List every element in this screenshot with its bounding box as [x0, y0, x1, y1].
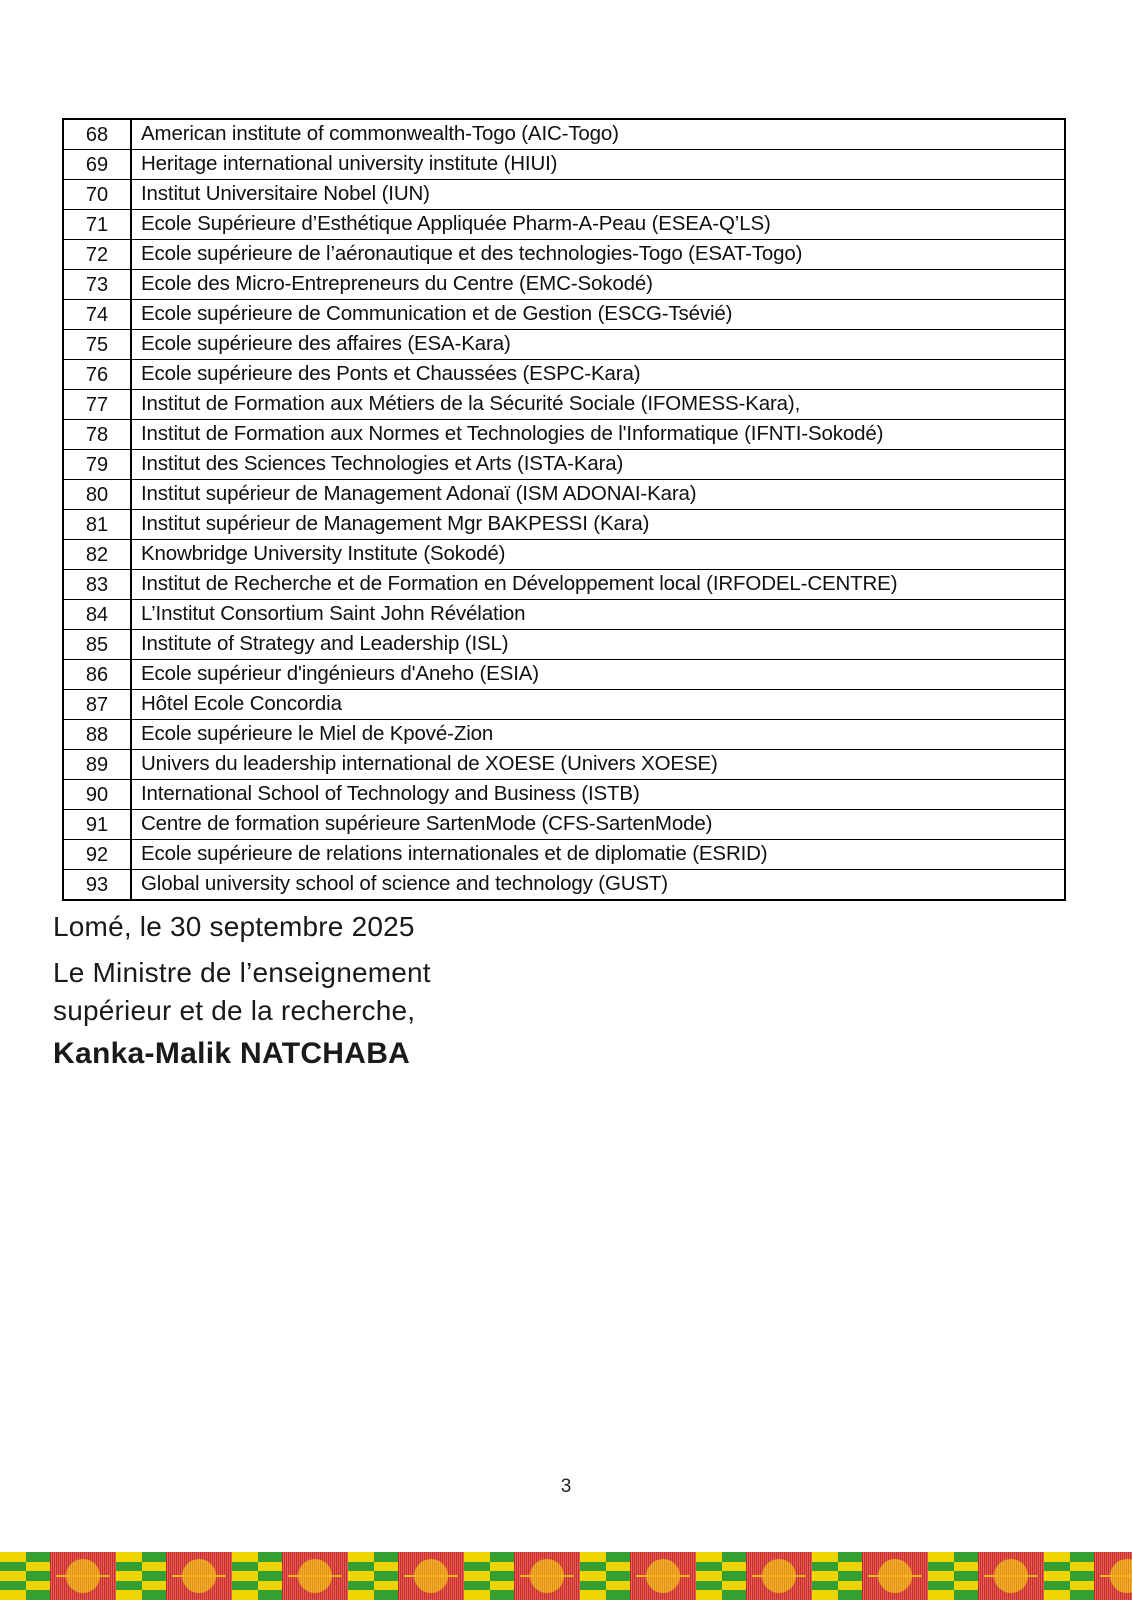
row-number: 72 — [63, 240, 131, 270]
kente-band — [928, 1590, 978, 1600]
kente-band-half — [490, 1581, 514, 1591]
row-number: 81 — [63, 510, 131, 540]
kente-band — [348, 1590, 398, 1600]
kente-band-half — [838, 1571, 862, 1581]
row-number: 87 — [63, 690, 131, 720]
kente-band-half — [812, 1562, 838, 1572]
kente-band — [580, 1581, 630, 1591]
kente-band-half — [258, 1562, 282, 1572]
kente-band-half — [812, 1552, 838, 1562]
kente-band — [696, 1590, 746, 1600]
kente-medallion-tile — [630, 1552, 696, 1600]
kente-horizontal-bar — [172, 1575, 226, 1577]
kente-band-half — [232, 1571, 258, 1581]
kente-band-half — [0, 1571, 26, 1581]
kente-horizontal-bar — [752, 1575, 806, 1577]
row-establishment-name: Ecole supérieure de l’aéronautique et des technologies-Togo (ESAT-Togo) — [131, 240, 1065, 270]
kente-band — [0, 1571, 50, 1581]
kente-band-half — [1044, 1562, 1070, 1572]
kente-band — [812, 1590, 862, 1600]
kente-stripe-tile — [116, 1552, 166, 1600]
kente-band — [0, 1552, 50, 1562]
row-establishment-name: Heritage international university institute (HIUI) — [131, 150, 1065, 180]
row-number: 77 — [63, 390, 131, 420]
kente-band-half — [696, 1571, 722, 1581]
row-establishment-name: American institute of commonwealth-Togo (AIC-Togo) — [131, 119, 1065, 150]
row-number: 71 — [63, 210, 131, 240]
kente-band-half — [348, 1562, 374, 1572]
table-row — [63, 720, 1065, 750]
kente-band-half — [812, 1581, 838, 1591]
kente-band — [1044, 1562, 1094, 1572]
kente-band-half — [1070, 1562, 1094, 1572]
kente-band-half — [142, 1590, 166, 1600]
kente-band — [232, 1562, 282, 1572]
kente-band-half — [928, 1552, 954, 1562]
kente-band-half — [374, 1590, 398, 1600]
kente-medallion-tile — [1094, 1552, 1132, 1600]
kente-band — [812, 1581, 862, 1591]
kente-band-half — [1044, 1571, 1070, 1581]
row-establishment-name: Univers du leadership international de XOESE (Univers XOESE) — [131, 750, 1065, 780]
kente-band — [348, 1562, 398, 1572]
row-establishment-name: Knowbridge University Institute (Sokodé) — [131, 540, 1065, 570]
kente-band-half — [954, 1590, 978, 1600]
kente-band-half — [26, 1581, 50, 1591]
kente-band — [812, 1562, 862, 1572]
row-establishment-name: Institute of Strategy and Leadership (ISL) — [131, 630, 1065, 660]
kente-band-half — [142, 1571, 166, 1581]
row-establishment-name: Institut supérieur de Management Mgr BAKPESSI (Kara) — [131, 510, 1065, 540]
kente-band-half — [696, 1552, 722, 1562]
row-number: 79 — [63, 450, 131, 480]
table-row — [63, 390, 1065, 420]
kente-horizontal-bar — [56, 1575, 110, 1577]
table-row — [63, 150, 1065, 180]
kente-horizontal-bar — [868, 1575, 922, 1577]
kente-band — [348, 1581, 398, 1591]
row-number: 91 — [63, 810, 131, 840]
kente-band-half — [348, 1552, 374, 1562]
kente-band-half — [1044, 1581, 1070, 1591]
kente-band-half — [696, 1581, 722, 1591]
row-establishment-name: Ecole supérieure de Communication et de Gestion (ESCG-Tsévié) — [131, 300, 1065, 330]
kente-band-half — [232, 1562, 258, 1572]
signature-place-date: Lomé, le 30 septembre 2025 — [53, 911, 415, 942]
kente-stripe-tile — [0, 1552, 50, 1600]
row-number: 70 — [63, 180, 131, 210]
kente-band-half — [928, 1590, 954, 1600]
kente-band — [928, 1581, 978, 1591]
table-row — [63, 510, 1065, 540]
row-establishment-name: International School of Technology and Business (ISTB) — [131, 780, 1065, 810]
kente-band-half — [580, 1590, 606, 1600]
row-establishment-name: Institut supérieur de Management Adonaï (ISM ADONAI-Kara) — [131, 480, 1065, 510]
kente-band — [1044, 1571, 1094, 1581]
table-row — [63, 540, 1065, 570]
kente-band-half — [348, 1590, 374, 1600]
row-establishment-name: Ecole supérieure le Miel de Kpové-Zion — [131, 720, 1065, 750]
kente-band-half — [116, 1552, 142, 1562]
kente-band-half — [232, 1552, 258, 1562]
kente-band-half — [374, 1552, 398, 1562]
row-establishment-name: Institut de Formation aux Normes et Technologies de l'Informatique (IFNTI-Sokodé) — [131, 420, 1065, 450]
kente-band-half — [812, 1590, 838, 1600]
kente-band-half — [116, 1571, 142, 1581]
kente-band — [0, 1562, 50, 1572]
row-number: 86 — [63, 660, 131, 690]
kente-band — [116, 1552, 166, 1562]
table-row — [63, 690, 1065, 720]
row-establishment-name: Institut de Formation aux Métiers de la Sécurité Sociale (IFOMESS-Kara), — [131, 390, 1065, 420]
establishments-table-container — [62, 118, 1064, 901]
kente-band-half — [812, 1571, 838, 1581]
kente-band-half — [26, 1571, 50, 1581]
table-row — [63, 210, 1065, 240]
kente-band — [116, 1590, 166, 1600]
kente-band-half — [580, 1571, 606, 1581]
kente-band-half — [1070, 1581, 1094, 1591]
kente-band-half — [490, 1562, 514, 1572]
kente-band-half — [0, 1552, 26, 1562]
kente-stripe-tile — [348, 1552, 398, 1600]
kente-medallion-tile — [978, 1552, 1044, 1600]
row-establishment-name: Global university school of science and technology (GUST) — [131, 870, 1065, 901]
kente-band — [348, 1552, 398, 1562]
kente-footer-border — [0, 1552, 1132, 1600]
table-row — [63, 420, 1065, 450]
kente-band-half — [1070, 1590, 1094, 1600]
kente-band-half — [232, 1590, 258, 1600]
kente-horizontal-bar — [288, 1575, 342, 1577]
kente-band-half — [696, 1590, 722, 1600]
row-number: 73 — [63, 270, 131, 300]
kente-band — [232, 1552, 282, 1562]
kente-band-half — [1070, 1552, 1094, 1562]
row-number: 74 — [63, 300, 131, 330]
kente-medallion-tile — [862, 1552, 928, 1600]
row-number: 85 — [63, 630, 131, 660]
kente-medallion-tile — [398, 1552, 464, 1600]
signature-title-line-1: Le Ministre de l’enseignement — [53, 957, 431, 988]
kente-band-half — [490, 1552, 514, 1562]
kente-band — [232, 1571, 282, 1581]
kente-band-half — [490, 1571, 514, 1581]
kente-band-half — [1044, 1590, 1070, 1600]
row-number: 88 — [63, 720, 131, 750]
kente-band-half — [954, 1562, 978, 1572]
kente-horizontal-bar — [984, 1575, 1038, 1577]
table-row — [63, 330, 1065, 360]
kente-band-half — [0, 1562, 26, 1572]
kente-band — [464, 1581, 514, 1591]
kente-band-half — [580, 1562, 606, 1572]
kente-band-half — [722, 1562, 746, 1572]
kente-band-half — [722, 1552, 746, 1562]
row-number: 82 — [63, 540, 131, 570]
row-number: 75 — [63, 330, 131, 360]
kente-band — [580, 1552, 630, 1562]
table-row — [63, 600, 1065, 630]
kente-band-half — [464, 1590, 490, 1600]
kente-band-half — [464, 1571, 490, 1581]
kente-band — [464, 1590, 514, 1600]
row-establishment-name: Centre de formation supérieure SartenMode (CFS-SartenMode) — [131, 810, 1065, 840]
table-row — [63, 840, 1065, 870]
kente-band-half — [490, 1590, 514, 1600]
row-number: 84 — [63, 600, 131, 630]
kente-band — [464, 1552, 514, 1562]
kente-band-half — [348, 1581, 374, 1591]
kente-band-half — [232, 1581, 258, 1591]
kente-band — [116, 1571, 166, 1581]
kente-band-half — [954, 1552, 978, 1562]
kente-band-half — [928, 1581, 954, 1591]
kente-stripe-tile — [232, 1552, 282, 1600]
kente-band — [232, 1590, 282, 1600]
kente-band — [696, 1562, 746, 1572]
kente-band-half — [928, 1562, 954, 1572]
kente-medallion-tile — [282, 1552, 348, 1600]
kente-band — [1044, 1581, 1094, 1591]
kente-band-half — [1044, 1552, 1070, 1562]
kente-band-half — [464, 1552, 490, 1562]
kente-band — [812, 1571, 862, 1581]
kente-band — [696, 1552, 746, 1562]
kente-medallion-tile — [166, 1552, 232, 1600]
kente-band — [116, 1562, 166, 1572]
table-row — [63, 870, 1065, 901]
kente-band-half — [606, 1571, 630, 1581]
row-number: 68 — [63, 119, 131, 150]
kente-stripe-tile — [1044, 1552, 1094, 1600]
kente-band — [928, 1552, 978, 1562]
row-number: 90 — [63, 780, 131, 810]
row-establishment-name: Ecole supérieur d'ingénieurs d'Aneho (ESIA) — [131, 660, 1065, 690]
kente-band — [928, 1562, 978, 1572]
kente-band-half — [580, 1552, 606, 1562]
kente-band-half — [580, 1581, 606, 1591]
table-row — [63, 750, 1065, 780]
kente-horizontal-bar — [404, 1575, 458, 1577]
signature-title-line-2: supérieur et de la recherche, — [53, 995, 416, 1026]
kente-band — [1044, 1552, 1094, 1562]
kente-band-half — [116, 1581, 142, 1591]
table-row — [63, 180, 1065, 210]
kente-stripe-tile — [464, 1552, 514, 1600]
signature-block — [53, 908, 613, 1074]
table-row — [63, 780, 1065, 810]
row-establishment-name: Ecole supérieure des affaires (ESA-Kara) — [131, 330, 1065, 360]
row-establishment-name: Ecole Supérieure d’Esthétique Appliquée Pharm-A-Peau (ESEA-Q’LS) — [131, 210, 1065, 240]
kente-band — [1044, 1590, 1094, 1600]
kente-band-half — [606, 1581, 630, 1591]
kente-band-half — [142, 1562, 166, 1572]
row-number: 78 — [63, 420, 131, 450]
kente-band-half — [722, 1581, 746, 1591]
row-number: 93 — [63, 870, 131, 901]
kente-band — [928, 1571, 978, 1581]
kente-band-half — [116, 1562, 142, 1572]
kente-medallion-tile — [514, 1552, 580, 1600]
kente-band — [580, 1571, 630, 1581]
kente-band-half — [606, 1590, 630, 1600]
signature-minister-name: Kanka-Malik NATCHABA — [53, 1037, 411, 1070]
kente-band-half — [722, 1590, 746, 1600]
kente-horizontal-bar — [520, 1575, 574, 1577]
kente-band-half — [258, 1552, 282, 1562]
kente-band-half — [374, 1581, 398, 1591]
kente-band-half — [954, 1571, 978, 1581]
kente-band-half — [464, 1562, 490, 1572]
row-number: 92 — [63, 840, 131, 870]
row-establishment-name: Hôtel Ecole Concordia — [131, 690, 1065, 720]
kente-band-half — [928, 1571, 954, 1581]
kente-band — [696, 1571, 746, 1581]
row-number: 76 — [63, 360, 131, 390]
kente-band-half — [838, 1590, 862, 1600]
kente-medallion-tile — [50, 1552, 116, 1600]
kente-band-half — [838, 1581, 862, 1591]
kente-stripe-tile — [812, 1552, 862, 1600]
table-row — [63, 810, 1065, 840]
kente-band — [464, 1571, 514, 1581]
kente-band-half — [1070, 1571, 1094, 1581]
kente-band — [580, 1562, 630, 1572]
table-row — [63, 660, 1065, 690]
kente-band — [696, 1581, 746, 1591]
kente-band — [464, 1562, 514, 1572]
establishments-table-body — [63, 119, 1065, 900]
kente-band-half — [838, 1552, 862, 1562]
row-establishment-name: Institut des Sciences Technologies et Arts (ISTA-Kara) — [131, 450, 1065, 480]
table-row — [63, 630, 1065, 660]
kente-stripe-tile — [696, 1552, 746, 1600]
kente-band-half — [696, 1562, 722, 1572]
kente-band-half — [954, 1581, 978, 1591]
row-establishment-name: Institut de Recherche et de Formation en Développement local (IRFODEL-CENTRE) — [131, 570, 1065, 600]
kente-band-half — [606, 1562, 630, 1572]
page-number: 3 — [560, 1476, 572, 1497]
table-row — [63, 450, 1065, 480]
table-row — [63, 240, 1065, 270]
kente-band-half — [464, 1581, 490, 1591]
table-row — [63, 480, 1065, 510]
kente-band-half — [258, 1590, 282, 1600]
kente-band-half — [0, 1581, 26, 1591]
row-establishment-name: Institut Universitaire Nobel (IUN) — [131, 180, 1065, 210]
kente-band-half — [142, 1581, 166, 1591]
kente-band — [0, 1581, 50, 1591]
kente-band-half — [142, 1552, 166, 1562]
kente-horizontal-bar — [636, 1575, 690, 1577]
kente-band-half — [26, 1562, 50, 1572]
kente-band-half — [116, 1590, 142, 1600]
kente-band-half — [348, 1571, 374, 1581]
kente-stripe-tile — [928, 1552, 978, 1600]
kente-band — [0, 1590, 50, 1600]
kente-stripe-tile — [580, 1552, 630, 1600]
kente-horizontal-bar — [1100, 1575, 1132, 1577]
kente-medallion-tile — [746, 1552, 812, 1600]
kente-band — [116, 1581, 166, 1591]
row-establishment-name: Ecole supérieure des Ponts et Chaussées (ESPC-Kara) — [131, 360, 1065, 390]
kente-band-half — [0, 1590, 26, 1600]
row-number: 69 — [63, 150, 131, 180]
table-row — [63, 300, 1065, 330]
kente-band-half — [26, 1552, 50, 1562]
row-establishment-name: L’Institut Consortium Saint John Révélation — [131, 600, 1065, 630]
kente-band — [580, 1590, 630, 1600]
row-number: 89 — [63, 750, 131, 780]
row-establishment-name: Ecole des Micro-Entrepreneurs du Centre (EMC-Sokodé) — [131, 270, 1065, 300]
kente-band — [812, 1552, 862, 1562]
kente-band-half — [374, 1571, 398, 1581]
establishments-table — [62, 118, 1066, 901]
kente-band-half — [258, 1571, 282, 1581]
kente-band-half — [606, 1552, 630, 1562]
table-row — [63, 360, 1065, 390]
table-row — [63, 119, 1065, 150]
table-row — [63, 270, 1065, 300]
row-establishment-name: Ecole supérieure de relations internationales et de diplomatie (ESRID) — [131, 840, 1065, 870]
kente-band-half — [838, 1562, 862, 1572]
kente-band-half — [258, 1581, 282, 1591]
kente-band — [348, 1571, 398, 1581]
row-number: 80 — [63, 480, 131, 510]
kente-band-half — [26, 1590, 50, 1600]
kente-band-half — [374, 1562, 398, 1572]
table-row — [63, 570, 1065, 600]
row-number: 83 — [63, 570, 131, 600]
kente-band — [232, 1581, 282, 1591]
kente-band-half — [722, 1571, 746, 1581]
